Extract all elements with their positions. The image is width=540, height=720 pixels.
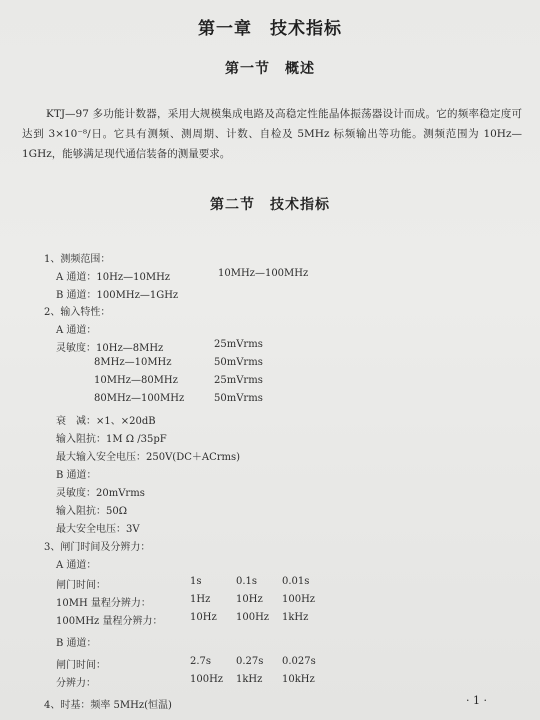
- item2-b-label: B 通道：: [56, 470, 97, 481]
- a-gate-value: 1s: [190, 576, 202, 587]
- sensitivity-row-value: 25mVrms: [214, 339, 263, 350]
- b-gate-value: 0.027s: [282, 656, 316, 667]
- item2-a-label: A 通道：: [56, 325, 97, 336]
- item1-a-channel-extra: 10MHz—100MHz: [218, 268, 309, 279]
- sensitivity-row-value: 50mVrms: [214, 357, 263, 368]
- max-safe-voltage-line: 最大输入安全电压：250V(DC＋ACrms): [56, 452, 241, 463]
- item2-heading: 2、输入特性：: [44, 307, 111, 318]
- sensitivity-row-value: 50mVrms: [214, 393, 263, 404]
- b-res-value: 10kHz: [282, 674, 315, 685]
- b-gate-value: 0.27s: [236, 656, 264, 667]
- b-gate-value: 2.7s: [190, 656, 212, 667]
- item3-a-label: A 通道：: [56, 560, 97, 571]
- sensitivity-row-value: 25mVrms: [214, 375, 263, 386]
- a-100mhz-value: 1kHz: [282, 612, 309, 623]
- b-res-value: 100Hz: [190, 674, 224, 685]
- sensitivity-row-range: 8MHz—10MHz: [94, 357, 172, 368]
- a-100mhz-label: 100MHz 量程分辨力：: [56, 616, 163, 627]
- a-10mhz-value: 100Hz: [282, 594, 316, 605]
- section1-title: 第一节 概述: [225, 61, 315, 77]
- b-impedance-line: 输入阻抗：50Ω: [56, 506, 128, 517]
- a-100mhz-value: 100Hz: [236, 612, 270, 623]
- chapter-title: 第一章 技术指标: [198, 19, 342, 39]
- b-res-value: 1kHz: [236, 674, 263, 685]
- sensitivity-row-range: 80MHz—100MHz: [94, 393, 185, 404]
- a-gate-value: 0.1s: [236, 576, 258, 587]
- input-impedance-line: 输入阻抗：1M Ω /35pF: [56, 434, 167, 445]
- a-10mhz-label: 10MH 量程分辨力：: [56, 598, 151, 609]
- attenuation-line: 衰 减：×1、×20dB: [56, 416, 156, 427]
- sensitivity-row-range: 灵敏度：10Hz—8MHz: [56, 343, 164, 354]
- a-gate-value: 0.01s: [282, 576, 310, 587]
- item3-b-label: B 通道：: [56, 638, 97, 649]
- a-gate-label: 闸门时间：: [56, 580, 106, 591]
- b-sensitivity-line: 灵敏度：20mVrms: [56, 488, 145, 499]
- page-number: · 1 ·: [466, 694, 487, 707]
- a-10mhz-value: 10Hz: [236, 594, 263, 605]
- b-gate-label: 闸门时间：: [56, 660, 106, 671]
- item1-a-channel: A 通道：10Hz—10MHz: [56, 272, 171, 283]
- item3-heading: 3、闸门时间及分辨力：: [44, 542, 151, 553]
- a-10mhz-value: 1Hz: [190, 594, 211, 605]
- section2-title: 第二节 技术指标: [210, 197, 330, 213]
- a-100mhz-value: 10Hz: [190, 612, 217, 623]
- sensitivity-row-range: 10MHz—80MHz: [94, 375, 178, 386]
- item1-b-channel: B 通道：100MHz—1GHz: [56, 290, 179, 301]
- b-max-voltage-line: 最大安全电压：3V: [56, 524, 140, 535]
- overview-paragraph: KTJ—97 多功能计数器，采用大规模集成电路及高稳定性能晶体振荡器设计而成。它的频率稳定度可达到 3×10⁻⁸/日。它具有测频、测周期、计数、自检及 5MHz 标频输出等功能。测频范围为 10Hz—1GHz，能够满足现代通信装备的测量要求。: [22, 108, 522, 160]
- b-res-label: 分辨力：: [56, 678, 96, 689]
- item1-heading: 1、测频范围：: [44, 254, 111, 265]
- item4-heading: 4、时基：频率 5MHz(恒温): [44, 700, 172, 711]
